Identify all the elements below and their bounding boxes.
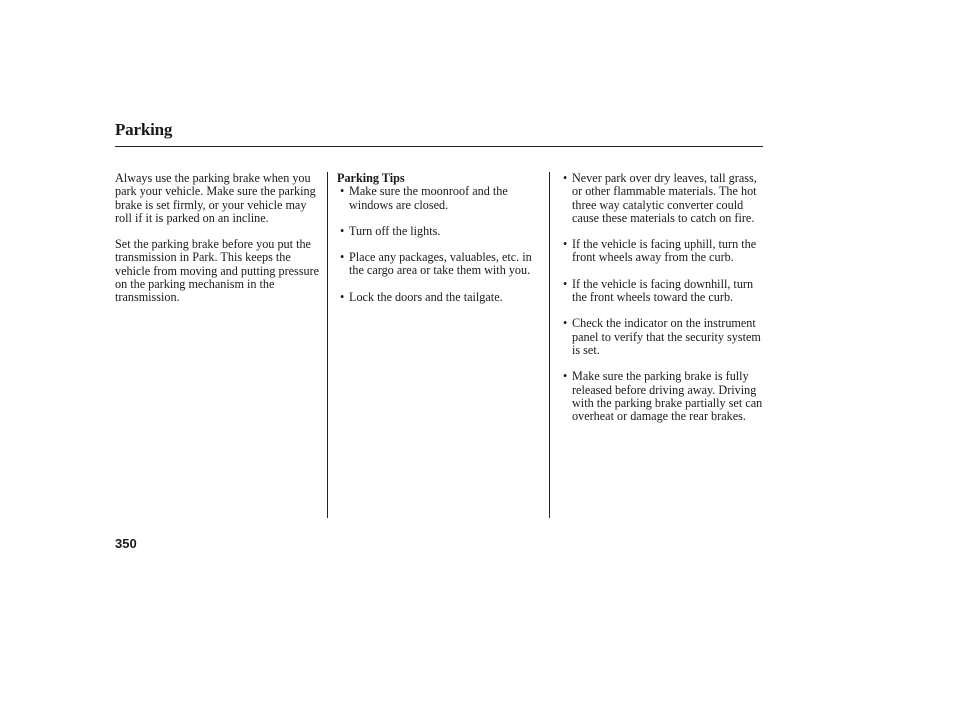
paragraph-transmission: Set the parking brake before you put the transmission in Park. This keeps the vehicle from moving and putting pressure on the parking mechanism in the transmission. xyxy=(115,237,320,305)
column-intro xyxy=(115,172,320,305)
parking-tips-heading: Parking Tips xyxy=(337,171,405,185)
column-divider xyxy=(327,172,328,518)
list-item xyxy=(337,251,545,278)
bullet-icon: • xyxy=(563,316,568,331)
bullet-icon: • xyxy=(340,289,345,304)
list-item xyxy=(560,317,764,357)
page-number: 350 xyxy=(115,536,137,551)
list-item xyxy=(337,185,545,212)
paragraph-parking-brake: Always use the parking brake when you park your vehicle. Make sure the parking brake is set firmly, or your vehicle may roll if it is parked on an incline. xyxy=(115,171,316,225)
page-title: Parking xyxy=(115,120,173,139)
list-item-text: Lock the doors and the tailgate. xyxy=(349,289,503,304)
list-item-text: Place any packages, valuables, etc. in the cargo area or take them with you. xyxy=(349,250,532,278)
bullet-icon: • xyxy=(563,237,568,252)
list-item xyxy=(337,225,545,238)
bullet-icon: • xyxy=(563,276,568,291)
column-parking-tips-continued xyxy=(560,172,764,436)
list-item xyxy=(337,291,545,304)
column-parking-tips xyxy=(337,172,545,317)
list-item xyxy=(560,278,764,305)
bullet-icon: • xyxy=(340,250,345,265)
list-item-text: If the vehicle is facing downhill, turn the front wheels toward the curb. xyxy=(572,276,754,305)
list-item-text: Turn off the lights. xyxy=(349,223,441,238)
list-item-text: Make sure the parking brake is fully released before driving away. Driving with the parking brake partially set can overheat or damage the rear brakes. xyxy=(572,369,763,424)
bullet-icon: • xyxy=(340,184,345,199)
list-item-text: Check the indicator on the instrument panel to verify that the security system is set. xyxy=(572,316,761,357)
list-item xyxy=(560,172,764,225)
bullet-icon: • xyxy=(563,171,568,185)
column-divider xyxy=(549,172,550,518)
parking-tips-list xyxy=(337,185,545,304)
list-item xyxy=(560,238,764,265)
list-item-text: If the vehicle is facing uphill, turn the front wheels away from the curb. xyxy=(572,237,757,265)
title-rule xyxy=(115,146,763,147)
list-item-text: Make sure the moonroof and the windows are closed. xyxy=(349,184,508,212)
list-item xyxy=(560,370,764,423)
bullet-icon: • xyxy=(563,369,568,384)
bullet-icon: • xyxy=(340,223,345,238)
list-item-text: Never park over dry leaves, tall grass, or other flammable materials. The hot three way catalytic converter could cause these materials to catch on fire. xyxy=(572,171,757,225)
parking-tips-list-continued xyxy=(560,172,764,423)
